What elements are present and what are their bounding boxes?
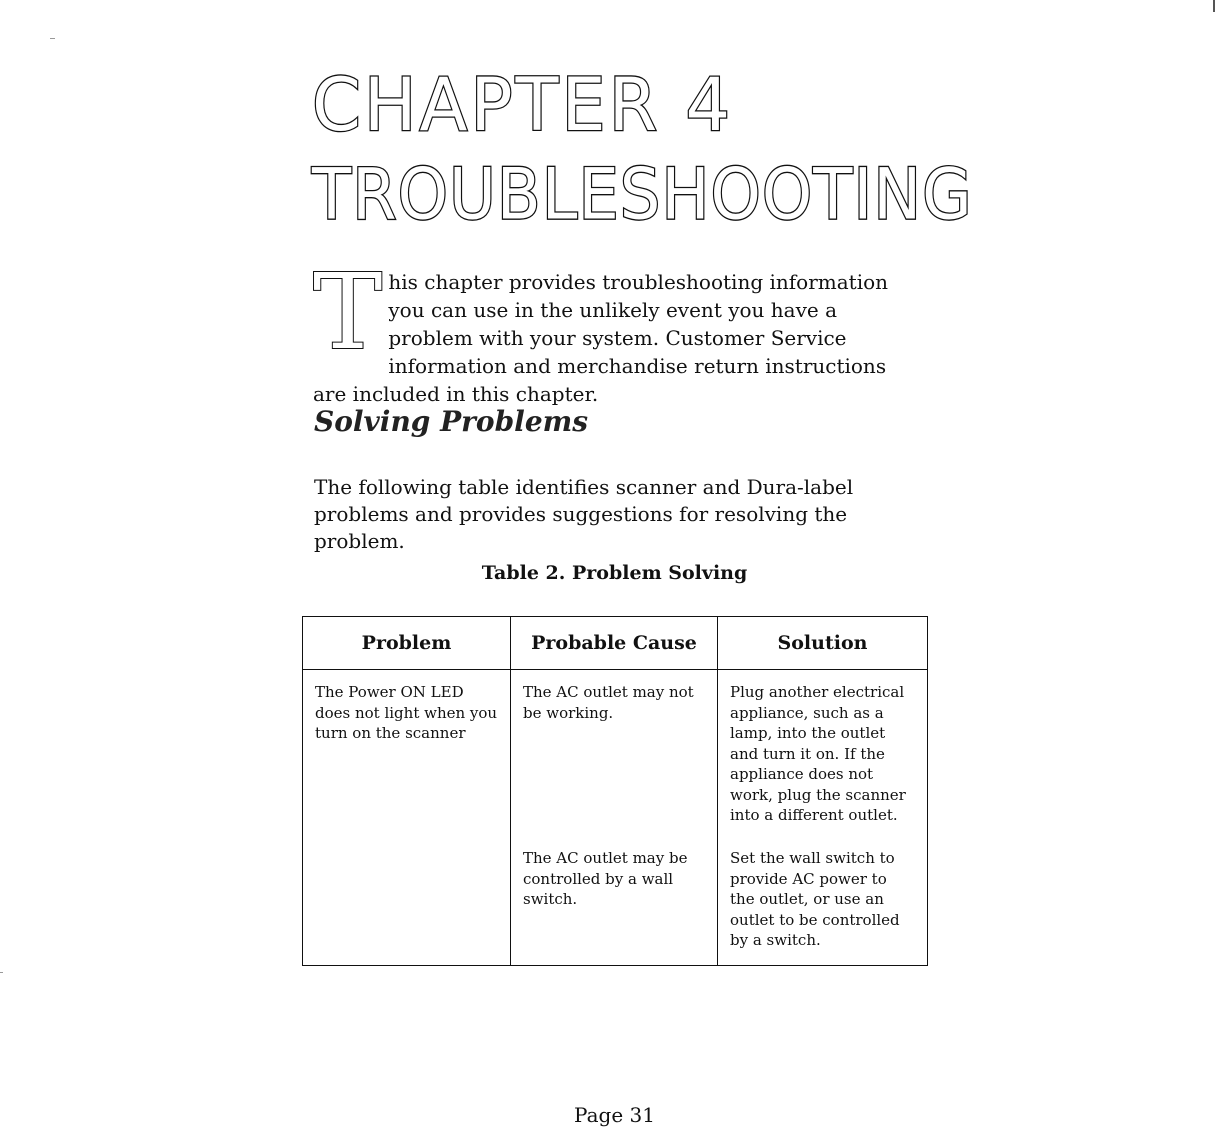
header-solution: Solution (718, 617, 928, 670)
cell-problem: The Power ON LED does not light when you turn on the scanner (303, 670, 511, 843)
cell-solution: Plug another electrical appliance, such as a lamp, into the outlet and turn it on. If the appliance does not work, plug the scanner into a different outlet. (718, 670, 928, 843)
chapter-number: CHAPTER 4 (312, 61, 734, 148)
cell-problem (303, 842, 511, 966)
section-text: The following table identifies scanner and Dura-label problems and provides suggestions for resolving the problem. (314, 475, 854, 553)
cell-cause: The AC outlet may be controlled by a wall switch. (511, 842, 718, 966)
scan-artifact-left (0, 972, 3, 973)
section-heading: Solving Problems (314, 405, 589, 438)
drop-cap: T (313, 251, 383, 373)
table-row (303, 670, 928, 843)
header-problem: Problem (303, 617, 511, 670)
chapter-heading (312, 61, 973, 236)
cell-solution: Set the wall switch to provide AC power to the outlet, or use an outlet to be controlled by a switch. (718, 842, 928, 966)
table-caption: Table 2. Problem Solving (481, 562, 748, 584)
scan-artifact-top-right (1213, 0, 1215, 12)
table-row (303, 842, 928, 966)
page-number: Page 31 (574, 1103, 655, 1127)
scan-artifact-top-left (50, 38, 55, 39)
intro-text: his chapter provides troubleshooting information you can use in the unlikely event you have a problem with your system. Customer Service information and merchandise return instructions are included in this chapter. (313, 270, 889, 406)
header-probable-cause: Probable Cause (511, 617, 718, 670)
problem-solving-table (302, 616, 928, 966)
intro-paragraph (313, 251, 913, 408)
table-header-row (303, 617, 928, 670)
cell-cause: The AC outlet may not be working. (511, 670, 718, 843)
chapter-title: TROUBLESHOOTING (312, 154, 973, 236)
